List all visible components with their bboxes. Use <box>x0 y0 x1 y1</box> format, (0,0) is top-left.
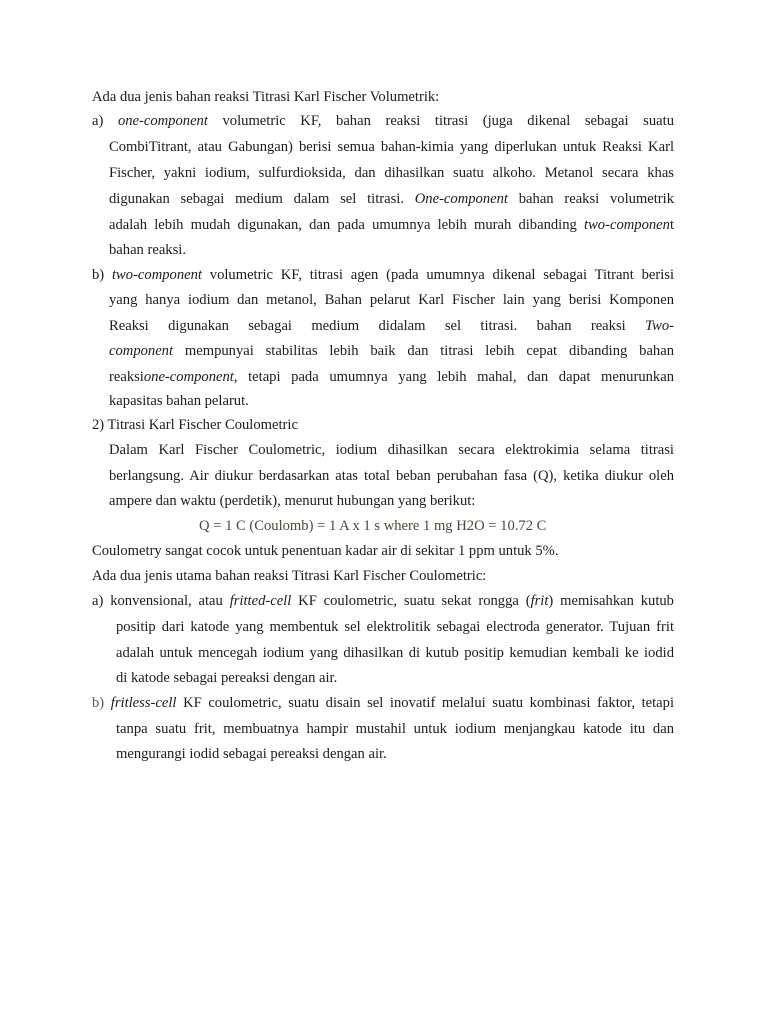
term-italic: fritless-cell <box>110 695 177 711</box>
item-b-volumetric-line-3 <box>109 316 674 336</box>
intro-line: Ada dua jenis bahan reaksi Titrasi Karl Fischer Volumetrik: <box>92 89 440 105</box>
line-text: t <box>669 217 675 233</box>
line-text: Reaksi digunakan sebagai medium didalam sel titrasi. bahan reaksi <box>109 318 626 334</box>
item-marker: b) <box>92 695 105 711</box>
item-a-volumetric-line-5 <box>109 215 674 235</box>
item-marker: a) <box>92 113 104 129</box>
term-italic: Two- <box>645 318 674 334</box>
item-b-volumetric-line-2: yang hanya iodium dan metanol, Bahan pelarut Karl Fischer lain yang berisi Komponen <box>109 292 674 308</box>
item-b-volumetric-line-6: kapasitas bahan pelarut. <box>109 393 249 409</box>
item-b-volumetric-line-5 <box>109 367 674 387</box>
term-italic: One-component <box>414 191 508 207</box>
term-italic: two-componen <box>584 217 670 233</box>
item-a-volumetric-line-3: Fischer, yakni iodium, sulfurdioksida, dan dihasilkan suatu alkoho. Metanol secara khas <box>109 165 674 181</box>
line-text: ) memisahkan kutub <box>548 593 674 609</box>
line-text: volumetric KF, bahan reaksi titrasi (juga dikenal sebagai suatu <box>222 113 674 129</box>
line-text: konvensional, atau <box>110 593 223 609</box>
item-b-volumetric-line-1 <box>92 265 674 285</box>
line-text: , tetapi pada umumnya yang lebih mahal, dan dapat menurunkan <box>233 369 674 385</box>
term-italic: fritted-cell <box>229 593 292 609</box>
item-b-volumetric-line-4 <box>109 341 674 361</box>
coulometric-line-3: ampere dan waktu (perdetik), menurut hubungan yang berikut: <box>109 493 476 509</box>
coulometric-line-1: Dalam Karl Fischer Coulometric, iodium dihasilkan secara elektrokimia selama titrasi <box>109 442 674 458</box>
term-italic: two-component <box>111 267 202 283</box>
line-text: adalah lebih mudah digunakan, dan pada umumnya lebih murah dibanding <box>109 217 577 233</box>
line-text: KF coulometric, suatu disain sel inovatif melalui suatu kombinasi faktor, tetapi <box>183 695 674 711</box>
coulometric-line-2: berlangsung. Air diukur berdasarkan atas total beban perubahan fasa (Q), ketika diukur oleh <box>109 468 674 484</box>
line-text: volumetric KF, titrasi agen (pada umumnya dikenal sebagai Titrant berisi <box>209 267 674 283</box>
equation: Q = 1 C (Coulomb) = 1 A x 1 s where 1 mg H2O = 10.72 C <box>199 518 547 534</box>
item-marker: b) <box>92 267 105 283</box>
item-a-volumetric-line-4 <box>109 189 674 209</box>
item-a-volumetric-line-1 <box>92 111 674 131</box>
section-heading-coulometric: 2) Titrasi Karl Fischer Coulometric <box>92 417 298 433</box>
item-marker: a) <box>92 593 104 609</box>
item-b-coulometric-line-2: tanpa suatu frit, membuatnya hampir mustahil untuk iodium menjangkau katode itu dan <box>116 721 674 737</box>
item-b-coulometric-line-1 <box>92 693 674 713</box>
line-text: bahan reaksi volumetrik <box>518 191 675 207</box>
term-italic: one-component <box>143 369 234 385</box>
line-text: reaksi <box>109 369 144 385</box>
line-text: mempunyai stabilitas lebih baik dan titrasi lebih cepat dibanding bahan <box>184 343 674 359</box>
item-a-volumetric-line-2: CombiTitrant, atau Gabungan) berisi semua bahan-kimia yang diperlukan untuk Reaksi Karl <box>109 139 674 155</box>
item-a-coulometric-line-1 <box>92 591 674 611</box>
item-b-coulometric-line-3: mengurangi iodid sebagai pereaksi dengan air. <box>116 746 387 762</box>
line-text: digunakan sebagai medium dalam sel titrasi. <box>109 191 404 207</box>
item-a-coulometric-line-3: adalah untuk mencegah iodium yang dihasilkan di kutub positip kemudian kembali ke iodid <box>116 645 674 661</box>
term-italic: one-component <box>117 113 208 129</box>
term-italic: frit <box>530 593 549 609</box>
coulometric-types-intro: Ada dua jenis utama bahan reaksi Titrasi Karl Fischer Coulometric: <box>92 568 487 584</box>
term-italic: component <box>109 343 174 359</box>
item-a-coulometric-line-4: di katode sebagai pereaksi dengan air. <box>116 670 338 686</box>
item-a-coulometric-line-2: positip dari katode yang membentuk sel elektrolitik sebagai electroda generator. Tujuan frit <box>116 619 674 635</box>
coulometry-sentence: Coulometry sangat cocok untuk penentuan kadar air di sekitar 1 ppm untuk 5%. <box>92 543 559 559</box>
item-a-volumetric-line-6: bahan reaksi. <box>109 242 186 258</box>
line-text: KF coulometric, suatu sekat rongga ( <box>298 593 531 609</box>
